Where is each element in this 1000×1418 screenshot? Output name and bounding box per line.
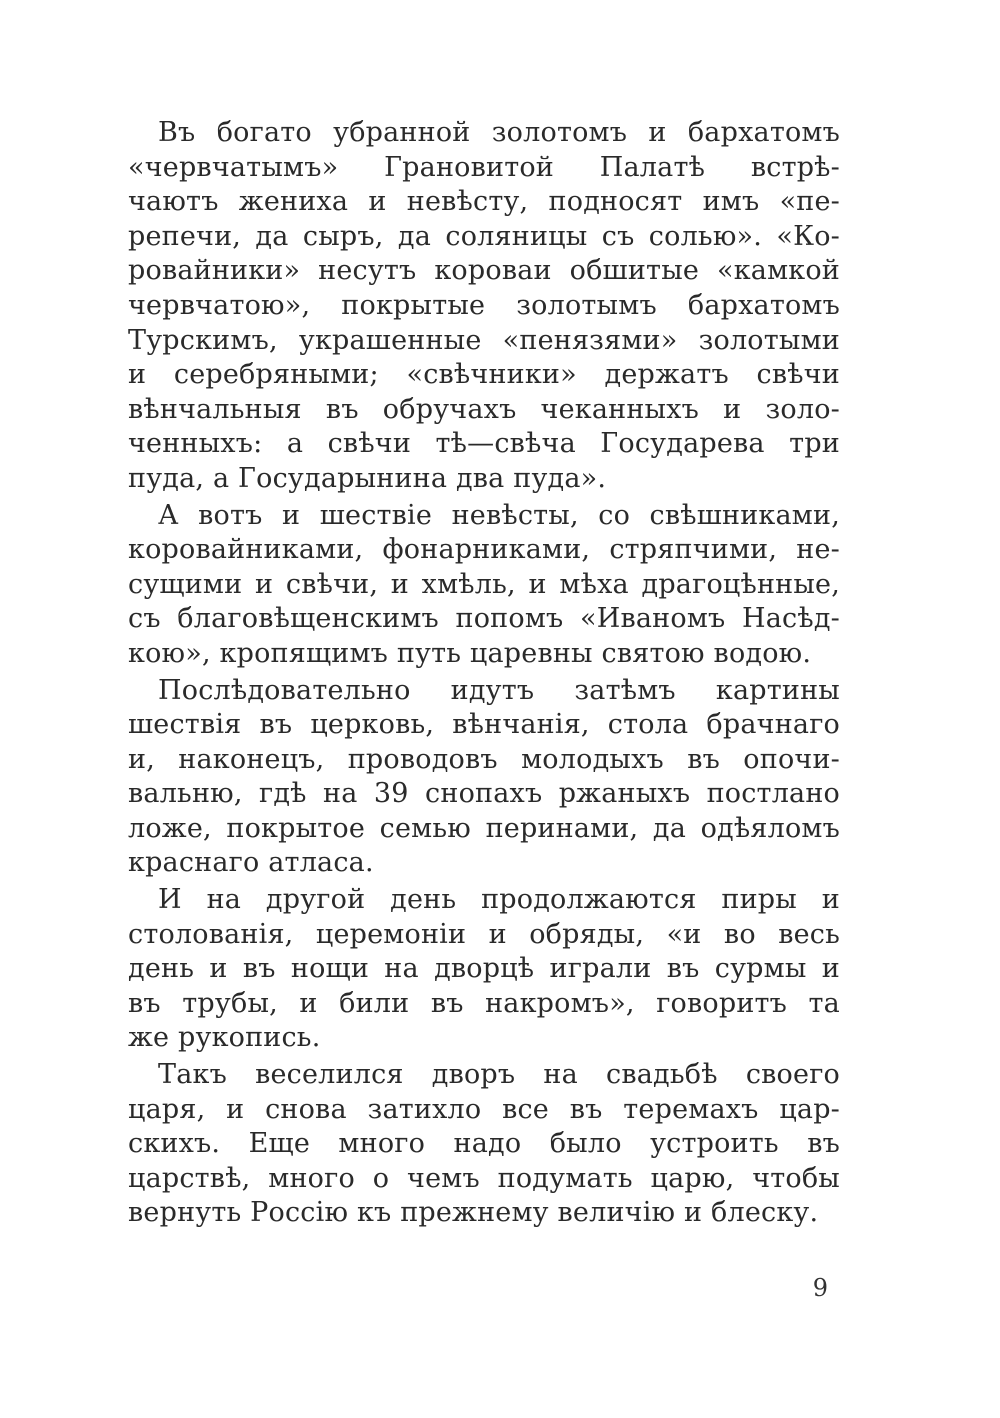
text-line: столованія, церемоніи и обряды, «и во весь (128, 918, 840, 950)
text-line: съ благовѣщенскимъ попомъ «Иваномъ Насѣд- (128, 603, 840, 635)
text-line: вѣнчальныя въ обручахъ чеканныхъ и золо- (128, 393, 840, 425)
text-line: и, наконецъ, проводовъ молодыхъ въ опочи- (128, 743, 840, 775)
text-line: царя, и снова затихло все въ теремахъ цар- (128, 1093, 840, 1125)
text-line: вернуть Россію къ прежнему величію и блеску. (128, 1197, 819, 1229)
text-line: Послѣдовательно идутъ затѣмъ картины (158, 674, 840, 706)
text-line: ровайники» несутъ короваи обшитые «камкой (128, 255, 840, 287)
page-body-text (128, 116, 840, 1231)
text-line: И на другой день продолжаются пиры и (158, 884, 840, 916)
text-line: шествія въ церковь, вѣнчанія, стола брачнаго (128, 709, 840, 741)
page-number: 9 (812, 1274, 828, 1302)
paragraph (128, 499, 840, 672)
text-line: вальню, гдѣ на 39 снопахъ ржаныхъ постлано (128, 778, 840, 810)
text-line: А вотъ и шествіе невѣсты, со свѣшниками, (158, 499, 840, 531)
text-line: репечи, да сыръ, да соляницы съ солью». «Ко- (128, 220, 840, 252)
text-line: ложе, покрытое семью перинами, да одѣяломъ (128, 812, 840, 844)
text-line: пуда, а Государынина два пуда». (128, 462, 607, 494)
text-line: кою», кропящимъ путь царевны святою водою. (128, 637, 812, 669)
text-line: Въ богато убранной золотомъ и бархатомъ (158, 117, 840, 148)
text-line: сущими и свѣчи, и хмѣль, и мѣха драгоцѣнные, (128, 568, 840, 600)
text-line: день и въ нощи на дворцѣ играли въ сурмы и (128, 953, 840, 985)
paragraph (128, 883, 840, 1056)
text-line: чаютъ жениха и невѣсту, подносят имъ «пе- (128, 186, 840, 218)
paragraph (128, 1058, 840, 1231)
text-line: царствѣ, много о чемъ подумать царю, чтобы (128, 1162, 840, 1194)
text-line: и серебряными; «свѣчники» держатъ свѣчи (128, 359, 840, 391)
text-line: же рукопись. (128, 1022, 321, 1054)
text-line: «червчатымъ» Грановитой Палатѣ встрѣ- (128, 151, 840, 183)
paragraph (128, 674, 840, 882)
text-line: ченныхъ: а свѣчи тѣ—свѣча Государева три (128, 428, 840, 460)
paragraph (128, 116, 840, 497)
text-line: коровайниками, фонарниками, стряпчими, не- (128, 534, 840, 566)
text-line: въ трубы, и били въ накромъ», говоритъ та (128, 987, 840, 1019)
text-line: Такъ веселился дворъ на свадьбѣ своего (158, 1059, 840, 1091)
text-line: скихъ. Еще много надо было устроить въ (128, 1128, 840, 1160)
text-line: Турскимъ, украшенные «пенязями» золотыми (128, 324, 840, 356)
text-line: червчатою», покрытые золотымъ бархатомъ (128, 289, 840, 321)
text-line: краснаго атласа. (128, 847, 374, 879)
